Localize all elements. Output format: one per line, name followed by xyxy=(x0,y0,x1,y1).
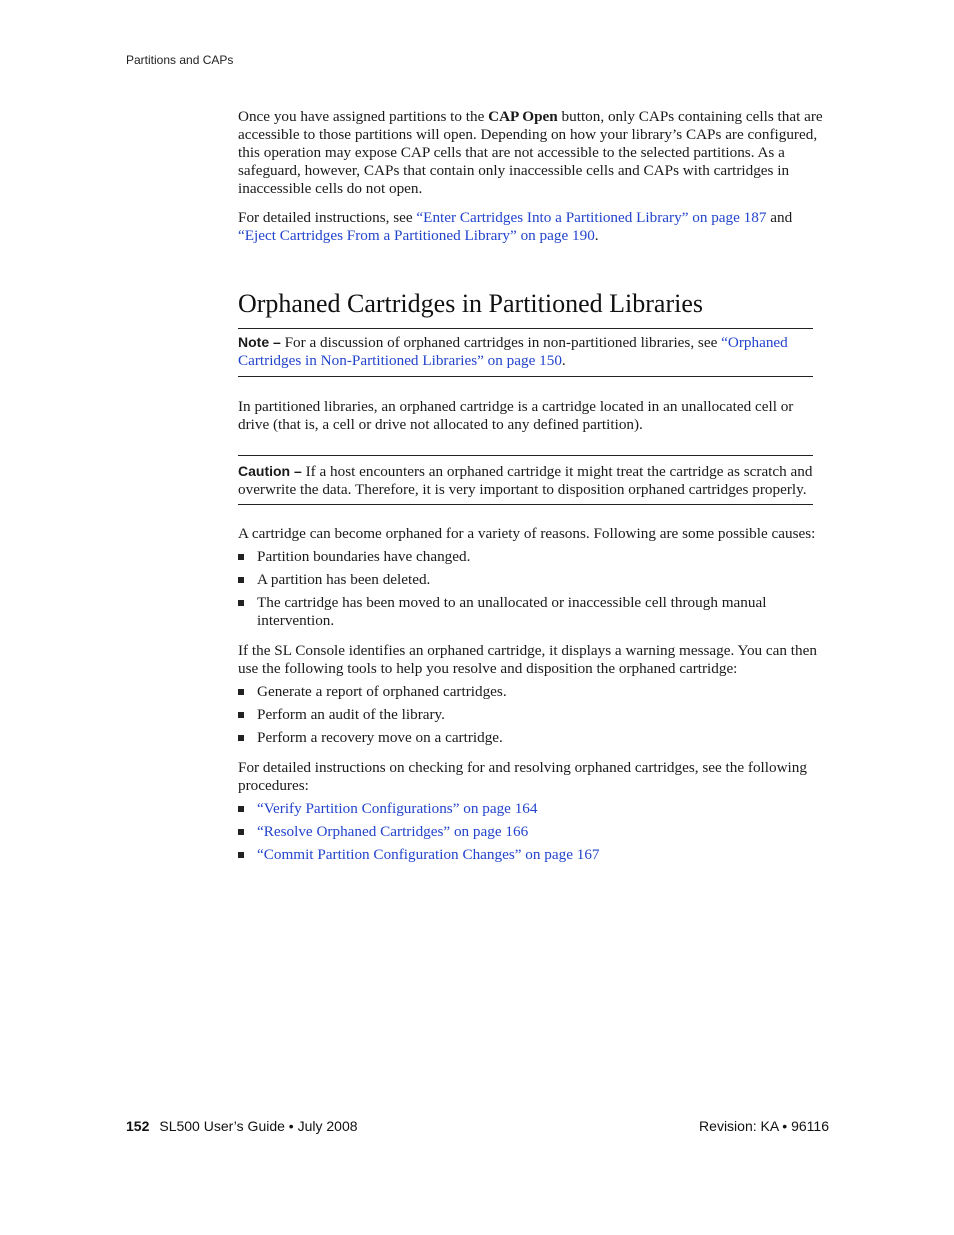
link-commit-partition-changes[interactable]: “Commit Partition Configuration Changes” on page 167 xyxy=(257,846,600,863)
note-box xyxy=(238,328,813,377)
bullet-icon xyxy=(238,806,244,812)
list-item-text: Partition boundaries have changed. xyxy=(257,548,471,565)
instructions-paragraph xyxy=(238,209,828,245)
list-item-text: The cartridge has been moved to an unallocated or inaccessible cell through manual intervention. xyxy=(257,594,767,629)
link-enter-cartridges[interactable]: “Enter Cartridges Into a Partitioned Library” on page 187 xyxy=(416,209,767,226)
bullet-icon xyxy=(238,554,244,560)
definition-paragraph: In partitioned libraries, an orphaned cartridge is a cartridge located in an unallocated cell or drive (that is, a cell or drive not allocated to any defined partition). xyxy=(238,398,794,433)
instructions-text: For detailed instructions, see xyxy=(238,209,417,226)
footer-left xyxy=(126,1118,358,1134)
page-number: 152 xyxy=(126,1118,150,1134)
bullet-icon xyxy=(238,712,244,718)
page-content xyxy=(238,108,828,869)
link-verify-partition-configurations[interactable]: “Verify Partition Configurations” on page 164 xyxy=(257,800,538,817)
note-label: Note – xyxy=(238,334,281,350)
bullet-icon xyxy=(238,689,244,695)
list-item-text: A partition has been deleted. xyxy=(257,571,431,588)
intro-paragraph xyxy=(238,108,828,198)
causes-list xyxy=(238,548,828,630)
tools-paragraph: If the SL Console identifies an orphaned cartridge, it displays a warning message. You can then use the following tools to help you resolve and disposition the orphaned cartridge: xyxy=(238,642,817,677)
footer-revision: Revision: KA • 96116 xyxy=(699,1118,829,1134)
list-item xyxy=(238,706,828,724)
intro-text-start: Once you have assigned partitions to the xyxy=(238,108,489,125)
list-item-text: Perform an audit of the library. xyxy=(257,706,445,723)
list-item xyxy=(238,729,828,747)
link-orphaned-non-partitioned[interactable]: “Orphaned Cartridges in Non-Partitioned Libraries” on page 150 xyxy=(238,334,788,369)
list-item xyxy=(238,683,828,701)
link-eject-cartridges[interactable]: “Eject Cartridges From a Partitioned Library” on page 190 xyxy=(238,227,595,244)
running-header: Partitions and CAPs xyxy=(126,53,234,67)
procedures-paragraph: For detailed instructions on checking for and resolving orphaned cartridges, see the following procedures: xyxy=(238,759,807,794)
note-period: . xyxy=(561,352,566,369)
list-item xyxy=(238,548,828,566)
instructions-period: . xyxy=(594,227,599,244)
caution-label: Caution – xyxy=(238,463,302,479)
list-item-text: Perform a recovery move on a cartridge. xyxy=(257,729,503,746)
bullet-icon xyxy=(238,577,244,583)
section-title: Orphaned Cartridges in Partitioned Libraries xyxy=(238,289,703,318)
bullet-icon xyxy=(238,600,244,606)
tools-list xyxy=(238,683,828,747)
list-item xyxy=(238,571,828,589)
link-resolve-orphaned-cartridges[interactable]: “Resolve Orphaned Cartridges” on page 166 xyxy=(257,823,529,840)
footer-guide-date: SL500 User’s Guide • July 2008 xyxy=(159,1118,358,1134)
bullet-icon xyxy=(238,735,244,741)
bullet-icon xyxy=(238,829,244,835)
causes-paragraph: A cartridge can become orphaned for a variety of reasons. Following are some possible causes: xyxy=(238,525,816,542)
list-item xyxy=(238,846,828,864)
cap-open-term: CAP Open xyxy=(488,108,558,125)
list-item xyxy=(238,594,828,630)
caution-box xyxy=(238,455,813,505)
procedures-list xyxy=(238,800,828,864)
caution-text: If a host encounters an orphaned cartridge it might treat the cartridge as scratch and overwrite the data. Therefore, it is very important to disposition orphaned cartridges properly. xyxy=(238,463,813,498)
instructions-and: and xyxy=(766,209,793,226)
list-item xyxy=(238,823,828,841)
bullet-icon xyxy=(238,852,244,858)
note-text: For a discussion of orphaned cartridges in non-partitioned libraries, see xyxy=(280,334,722,351)
list-item-text: Generate a report of orphaned cartridges. xyxy=(257,683,507,700)
list-item xyxy=(238,800,828,818)
intro-text-end: button, only CAPs containing cells that are accessible to those partitions will open. Depending on how your library’s CAPs are configured, this operation may expose CAP cells that are not accessible to the selected partitions. As a safeguard, however, CAPs that contain only inaccessible cells and CAPs with cartridges in inaccessible cells do not open. xyxy=(238,108,823,197)
